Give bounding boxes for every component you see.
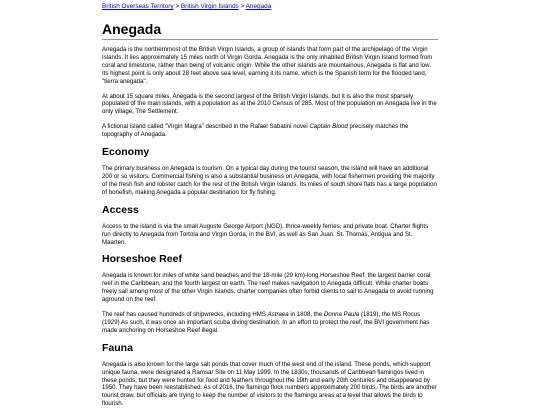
economy-paragraph: The primary business on Anegada is tourism. On a typical day during the tourist season, the island will have an additional 200 or so visitors. Commercial fishing is also a substantial business on Anegada, with local fishermen providing the majority of the fresh fish and lobster catch for the rest of the British Virgin Islands. Its miles of south shore flats has a large population of bonefish, making Anegada a popular destination for fly fishing. (102, 165, 437, 196)
breadcrumb-separator: > (175, 3, 180, 10)
intro-paragraph-3 (102, 123, 438, 139)
breadcrumb-link-british-virgin-islands[interactable]: British Virgin Islands (180, 3, 239, 10)
reef-paragraph-2-text-b: in 1808, the (288, 311, 324, 319)
ship-name-donna-paula: Donna Paula (323, 311, 360, 319)
intro-paragraph-1: Anegada is the northernmost of the British Virgin Islands, a group of islands that form part of the archipelago of the Virgin Islands. It lies approximately 15 miles north of Virgin Gorda. Anegada is the only inhabited British Virgin Island formed from coral and limestone, rather than being of volcanic origin. While the other islands are mountainous, Anegada is flat and low. Its highest point is only about 28 feet above sea level, earning it its name, which is the Spanish term for the flooded land, "tierra anegada". (102, 46, 433, 85)
article-page (102, 0, 438, 415)
breadcrumb-link-british-overseas-territory[interactable]: British Overseas Territory (102, 3, 174, 10)
section-heading-horseshoe-reef: Horseshoe Reef (102, 253, 182, 266)
breadcrumb-link-anegada[interactable]: Anegada (245, 3, 272, 10)
reef-paragraph-2-text-c: (1819), the MS Rocus (1929) As such, it was once an important scuba diving destination. In an effort to protect the reef, the BVI government has made anchoring on Horseshoe Reef illegal. (102, 311, 430, 334)
access-paragraph: Access to the island is via the small Auguste George Airport (NGD), thrice-weekly ferries, and private boat. Charter flights run directly to Anegada from Tortola and Virgin Gorda, in the BVI, as well as San Juan, St. Thomas, Antigua and St. Maarten. (102, 222, 429, 246)
reef-paragraph-1: Anegada is known for miles of white sand beaches and the 18-mile (29 km)-long Horseshoe Reef, the largest barrier coral reef in the Caribbean, and the fourth largest on earth. The reef makes navigation to Anegada difficult. While charter boats freely sail among most of the other Virgin Islands, charter companies often forbid clients to sail to Anegada to avoid running aground on the reef. (102, 272, 434, 304)
intro-paragraph-3-text-end: precisely matches the topography of Anegada. (102, 123, 409, 139)
section-heading-access: Access (102, 203, 139, 216)
section-heading-fauna: Fauna (102, 341, 133, 354)
intro-paragraph-2: At about 15 square miles, Anegada is the second largest of the British Virgin Islands, but it is also the most sparsely populated of the main islands, with a population as at the 2010 Census of 285. Most of the population on Anegada live in the only village, The Settlement. (102, 92, 437, 116)
reef-paragraph-2-text-a: The reef has caused hundreds of shipwrecks, including HMS (102, 311, 268, 319)
page-title: Anegada (102, 20, 438, 40)
reef-paragraph-2 (102, 311, 438, 335)
intro-paragraph-3-text: A fictional island called "Virgin Magra" described in the Rafael Sabatini novel (102, 123, 310, 131)
breadcrumb (102, 3, 438, 11)
fauna-paragraph: Anegada is also known for the large salt ponds that cover much of the west end of the island. These ponds, which support unique fauna, were designated a Ramsar Site on 11 May 1999. In the 1830s, thousands of Caribbean flamingos lived in these ponds, but they were hunted for food and feathers throughout the 19th and early 20th centuries and disappeared by 1950. They have been reestablished. As of 2016, the flamingo flock numbers approximately 200 birds. The birds are another tourist draw, but officials are trying to keep the number of visitors to the flamingo areas at a level that allows the birds to flourish. (102, 360, 437, 408)
ship-name-astraea: Astraea (267, 311, 289, 319)
novel-title: Captain Blood (309, 123, 348, 131)
section-heading-economy: Economy (102, 146, 150, 159)
breadcrumb-separator: > (240, 3, 245, 10)
